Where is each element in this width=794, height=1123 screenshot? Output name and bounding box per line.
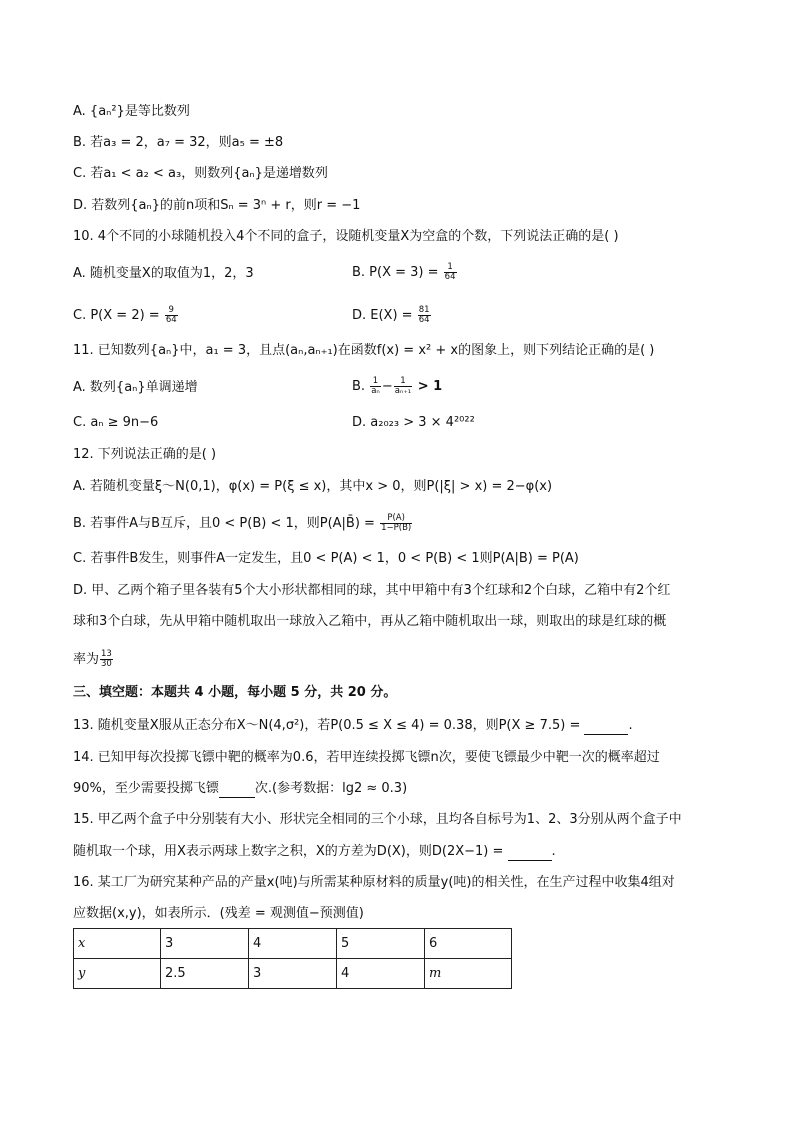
table-row [74, 929, 512, 959]
q10-option-b [352, 263, 458, 282]
q13-end: . [628, 718, 633, 733]
table-cell: 3 [249, 959, 337, 989]
table-cell: x [74, 929, 161, 959]
table-cell: 2.5 [161, 959, 249, 989]
q9-option-b: B. 若a₃ = 2，a₇ = 32，则a₅ = ±8 [73, 135, 284, 150]
fraction [444, 263, 457, 282]
table-row [74, 959, 512, 989]
fraction [370, 377, 381, 396]
q11-option-c: C. aₙ ≥ 9n−6 [73, 415, 159, 430]
q12-option-d-line1: D. 甲、乙两个箱子里各装有5个大小形状都相同的球，其中甲箱中有3个红球和2个白球，乙箱中有2个红 [73, 583, 671, 598]
minus-sign: − [381, 379, 393, 394]
table-cell: 3 [161, 929, 249, 959]
q14-line1: 14. 已知甲每次投掷飞镖中靶的概率为0.6，若甲连续投掷飞镖n次，要使飞镖最少中靶一次的概率超过 [73, 750, 660, 765]
fraction [100, 650, 113, 669]
q16-line1: 16. 某工厂为研究某种产品的产量x(吨)与所需某种原材料的质量y(吨)的相关性，在生产过程中收集4组对 [73, 875, 675, 890]
q10-stem: 10. 4个不同的小球随机投入4个不同的盒子，设随机变量X为空盒的个数，下列说法正确的是( ) [73, 229, 619, 244]
fraction [165, 306, 178, 325]
fraction-denominator: 30 [101, 659, 112, 669]
answer-blank [219, 785, 255, 798]
q11-option-d: D. a₂₀₂₃ > 3 × 4²⁰²² [352, 415, 475, 430]
fraction [394, 377, 413, 396]
q11-option-b [352, 377, 442, 396]
q12-option-a: A. 若随机变量ξ～N(0,1)，φ(x) = P(ξ ≤ x)，其中x > 0，则P(|ξ| > x) = 2−φ(x) [73, 479, 553, 494]
table-cell: 4 [249, 929, 337, 959]
answer-blank [508, 848, 552, 861]
fraction-numerator: 1 [444, 263, 457, 273]
q12-option-d-line3 [73, 650, 114, 669]
data-table [73, 928, 512, 989]
table-cell: 5 [337, 929, 425, 959]
q10-option-c-prefix: C. P(X = 2) = [73, 308, 160, 323]
q16-line2: 应数据(x,y)，如表所示．(残差 = 观测值−预测值) [73, 906, 364, 921]
fraction-numerator: 13 [101, 649, 112, 659]
fraction [380, 514, 412, 533]
table-cell: y [74, 959, 161, 989]
q14-line2-suffix: 次.(参考数据：lg2 ≈ 0.3) [254, 781, 408, 796]
q14-line2 [73, 780, 407, 798]
table-cell: 4 [337, 959, 425, 989]
fraction-denominator: 64 [444, 272, 456, 282]
fraction-denominator: aₙ₊₁ [394, 386, 412, 396]
q11-option-a: A. 数列{aₙ}单调递增 [73, 380, 198, 395]
q11-option-b-suffix: > 1 [413, 379, 443, 394]
q12-option-b-prefix: B. 若事件A与B互斥，且0 < P(B) < 1，则P(A|B̄) = [73, 516, 375, 531]
q15-line1: 15. 甲乙两个盒子中分别装有大小、形状完全相同的三个小球，且均各自标号为1、2、3分别从两个盒子中 [73, 812, 682, 827]
fraction [418, 306, 431, 325]
q13-text [73, 717, 633, 735]
q12-option-d-prefix: 率为 [73, 652, 100, 667]
q14-line2-prefix: 90%，至少需要投掷飞镖 [73, 781, 219, 796]
q12-option-d-line2: 球和3个白球，先从甲箱中随机取出一球放入乙箱中，再从乙箱中随机取出一球，则取出的球是红球的概 [73, 614, 667, 629]
fraction-numerator: 9 [165, 306, 178, 316]
table-cell: m [425, 959, 512, 989]
fraction-denominator: 64 [165, 315, 177, 325]
q15-end: . [551, 844, 556, 859]
q15-line2 [73, 843, 556, 861]
fraction-denominator: 64 [418, 315, 430, 325]
q10-option-d [352, 306, 432, 325]
section-heading: 三、填空题：本题共 4 小题，每小题 5 分，共 20 分。 [73, 685, 397, 700]
q9-option-a: A. {aₙ²}是等比数列 [73, 104, 190, 119]
q15-line2-text: 随机取一个球，用X表示两球上数字之积，X的方差为D(X)，则D(2X−1) = [73, 844, 504, 859]
q11-stem: 11. 已知数列{aₙ}中，a₁ = 3，且点(aₙ,aₙ₊₁)在函数f(x) = x² + x的图象上，则下列结论正确的是( ) [73, 343, 655, 358]
q9-option-c: C. 若a₁ < a₂ < a₃，则数列{aₙ}是递增数列 [73, 166, 328, 181]
table-cell: 6 [425, 929, 512, 959]
q10-option-a: A. 随机变量X的取值为1，2，3 [73, 266, 254, 281]
q12-option-b [73, 514, 413, 533]
fraction-numerator: 81 [418, 305, 430, 315]
q12-stem: 12. 下列说法正确的是( ) [73, 447, 217, 462]
answer-blank [584, 722, 628, 735]
q11-option-b-prefix: B. [352, 379, 366, 394]
q13-stem: 13. 随机变量X服从正态分布X～N(4,σ²)，若P(0.5 ≤ X ≤ 4) = 0.38，则P(X ≥ 7.5) = [73, 718, 581, 733]
q12-option-c: C. 若事件B发生，则事件A一定发生，且0 < P(A) < 1，0 < P(B) < 1则P(A|B) = P(A) [73, 551, 579, 566]
q10-option-c [73, 306, 179, 325]
fraction-denominator: aₙ [371, 386, 380, 396]
fraction-numerator: P(A) [380, 514, 412, 524]
q10-option-b-prefix: B. P(X = 3) = [352, 265, 439, 280]
q10-option-d-prefix: D. E(X) = [352, 308, 413, 323]
q9-option-d: D. 若数列{aₙ}的前n项和Sₙ = 3ⁿ + r，则r = −1 [73, 198, 361, 213]
fraction-numerator: 1 [370, 377, 381, 387]
fraction-numerator: 1 [394, 377, 413, 387]
fraction-denominator: 1−P(B) [381, 523, 412, 533]
